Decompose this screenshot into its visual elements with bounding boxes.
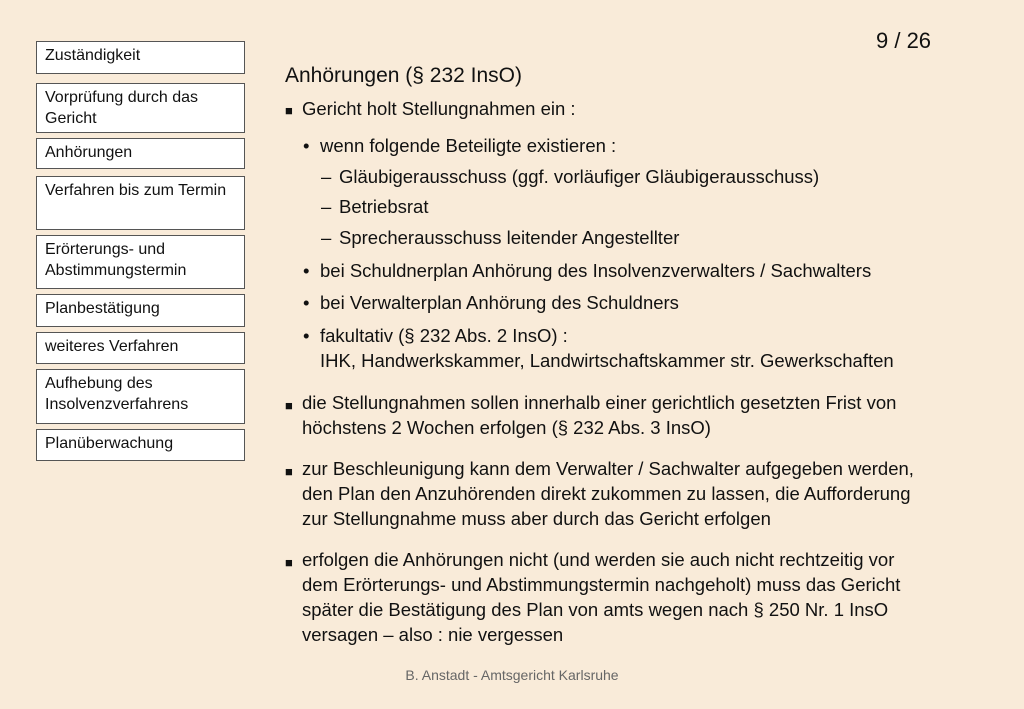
bullet-text: zur Beschleunigung kann dem Verwalter / Sachwalter aufgegeben werden,	[302, 458, 914, 479]
bullet-text: erfolgen die Anhörungen nicht (und werden sie auch nicht rechtzeitig vor	[302, 549, 895, 570]
sub-bullet-text: bei Verwalterplan Anhörung des Schuldners	[320, 292, 679, 313]
nav-item-planbestaetigung[interactable]: Planbestätigung	[36, 294, 245, 327]
bullet-text: zur Stellungnahme muss aber durch das Gericht erfolgen	[302, 508, 771, 529]
bullet-text: dem Erörterungs- und Abstimmungstermin nachgeholt) muss das Gericht	[302, 574, 901, 595]
dash-bullet-icon: –	[321, 196, 332, 217]
sub-bullet-text: fakultativ (§ 232 Abs. 2 InsO) :	[320, 325, 568, 346]
nav-item-aufhebung[interactable]: Aufhebung des Insolvenzverfahrens	[36, 369, 245, 424]
dash-item-text: Betriebsrat	[339, 196, 429, 217]
dash-item-text: Sprecherausschuss leitender Angestellter	[339, 227, 680, 248]
round-bullet-icon: •	[303, 135, 310, 156]
nav-item-weiteres-verfahren[interactable]: weiteres Verfahren	[36, 332, 245, 364]
nav-item-anhoerungen[interactable]: Anhörungen	[36, 138, 245, 169]
round-bullet-icon: •	[303, 260, 310, 281]
dash-bullet-icon: –	[321, 166, 332, 187]
dash-item-text: Gläubigerausschuss (ggf. vorläufiger Gläubigerausschuss)	[339, 166, 820, 187]
bullet-text: die Stellungnahmen sollen innerhalb einer gerichtlich gesetzten Frist von	[302, 392, 897, 413]
nav-item-verfahren-bis-termin[interactable]: Verfahren bis zum Termin	[36, 176, 245, 230]
dash-bullet-icon: –	[321, 227, 332, 248]
bullet-text: später die Bestätigung des Plan von amts wegen nach § 250 Nr. 1 InsO	[302, 599, 889, 620]
sub-bullet-text: IHK, Handwerkskammer, Landwirtschaftskammer str. Gewerkschaften	[320, 350, 894, 371]
bullet-text: den Plan den Anzuhörenden direkt zukommen zu lassen, die Aufforderung	[302, 483, 911, 504]
footer-credit: B. Anstadt - Amtsgericht Karlsruhe	[405, 667, 619, 683]
bullet-text: versagen – also : nie vergessen	[302, 624, 564, 645]
square-bullet-icon: ■	[285, 398, 293, 413]
sub-bullet-text: wenn folgende Beteiligte existieren :	[320, 135, 617, 156]
nav-item-zustaendigkeit[interactable]: Zuständigkeit	[36, 41, 245, 74]
page-number: 9 / 26	[876, 28, 932, 53]
slide-title: Anhörungen (§ 232 InsO)	[285, 64, 522, 87]
square-bullet-icon: ■	[285, 464, 293, 479]
square-bullet-icon: ■	[285, 103, 293, 118]
nav-item-vorpruefung[interactable]: Vorprüfung durch das Gericht	[36, 83, 245, 133]
round-bullet-icon: •	[303, 325, 310, 346]
bullet-text: Gericht holt Stellungnahmen ein :	[302, 98, 576, 119]
nav-item-eroerterungstermin[interactable]: Erörterungs- und Abstimmungstermin	[36, 235, 245, 289]
sub-bullet-text: bei Schuldnerplan Anhörung des Insolvenzverwalters / Sachwalters	[320, 260, 872, 281]
round-bullet-icon: •	[303, 292, 310, 313]
square-bullet-icon: ■	[285, 555, 293, 570]
nav-item-planueberwachung[interactable]: Planüberwachung	[36, 429, 245, 461]
bullet-text: höchstens 2 Wochen erfolgen (§ 232 Abs. 3 InsO)	[302, 417, 711, 438]
